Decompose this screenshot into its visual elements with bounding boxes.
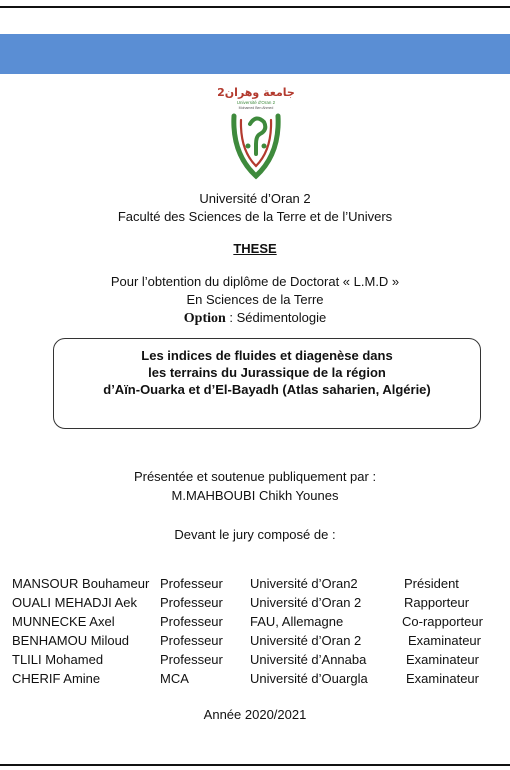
jury-grade: Professeur xyxy=(160,633,223,648)
logo-letter xyxy=(250,118,265,154)
thesis-field: En Sciences de la Terre xyxy=(186,292,324,307)
jury-name: MANSOUR Bouhameur xyxy=(12,576,150,591)
jury-role: Examinateur xyxy=(406,671,479,686)
jury-grade: Professeur xyxy=(160,595,223,610)
header-band xyxy=(0,34,510,74)
thesis-title-box xyxy=(53,338,481,429)
jury-row xyxy=(12,650,506,669)
jury-role: Examinateur xyxy=(408,633,481,648)
presenter-name: M.MAHBOUBI Chikh Younes xyxy=(171,488,339,503)
option-label: Option xyxy=(183,311,226,326)
logo-arabic-text: جامعة وهران2 xyxy=(217,86,295,99)
jury-row xyxy=(12,574,506,593)
jury-intro: Devant le jury composé de : xyxy=(174,527,336,542)
logo-sub-text: Mohamed Ben Ahmed xyxy=(238,106,274,110)
university-name: Université d’Oran 2 xyxy=(199,191,311,206)
jury-row xyxy=(12,593,506,612)
option-value: : Sédimentologie xyxy=(225,310,327,325)
jury-role: Rapporteur xyxy=(404,595,470,610)
jury-grade: Professeur xyxy=(160,576,223,591)
thesis-title-line-2: les terrains du Jurassique de la région xyxy=(148,365,386,380)
jury-university: FAU, Allemagne xyxy=(250,614,344,629)
jury-name: OUALI MEHADJI Aek xyxy=(12,595,137,610)
jury-name: TLILI Mohamed xyxy=(12,652,104,667)
faculty-name: Faculté des Sciences de la Terre et de l’Univers xyxy=(117,209,393,224)
top-rule xyxy=(0,6,510,8)
jury-role: Co-rapporteur xyxy=(402,614,483,629)
jury-row xyxy=(12,612,506,631)
jury-university: Université d’Oran 2 xyxy=(250,595,362,610)
jury-row xyxy=(12,669,506,688)
thesis-title-line-3: d’Aïn-Ouarka et d’El-Bayadh (Atlas saharien, Algérie) xyxy=(103,382,431,397)
thesis-title-line-1: Les indices de fluides et diagenèse dans xyxy=(141,348,393,363)
jury-row xyxy=(12,631,506,650)
jury-university: Université d’Annaba xyxy=(250,652,367,667)
bottom-rule xyxy=(0,764,510,766)
thesis-option xyxy=(0,309,510,328)
jury-grade: Professeur xyxy=(160,652,223,667)
academic-year: Année 2020/2021 xyxy=(203,707,307,722)
jury-university: Université d’Oran 2 xyxy=(250,633,362,648)
jury-grade: Professeur xyxy=(160,614,223,629)
thesis-purpose: Pour l’obtention du diplôme de Doctorat « L.M.D » xyxy=(110,274,400,289)
jury-university: Université d’Oran2 xyxy=(250,576,358,591)
jury-grade: MCA xyxy=(160,671,189,686)
presenter-intro: Présentée et soutenue publiquement par : xyxy=(133,469,377,484)
jury-name: CHERIF Amine xyxy=(12,671,101,686)
jury-name: MUNNECKE Axel xyxy=(12,614,115,629)
university-oran2-logo-icon xyxy=(214,84,298,182)
jury-role: Examinateur xyxy=(406,652,479,667)
jury-role: Président xyxy=(404,576,459,591)
logo-latin-text: Université d'Oran 2 xyxy=(236,100,276,105)
jury-list xyxy=(12,574,506,688)
jury-university: Université d’Ouargla xyxy=(250,671,368,686)
thesis-label xyxy=(0,240,510,258)
jury-name: BENHAMOU Miloud xyxy=(12,633,130,648)
thesis-title-text: THESE xyxy=(233,241,277,256)
